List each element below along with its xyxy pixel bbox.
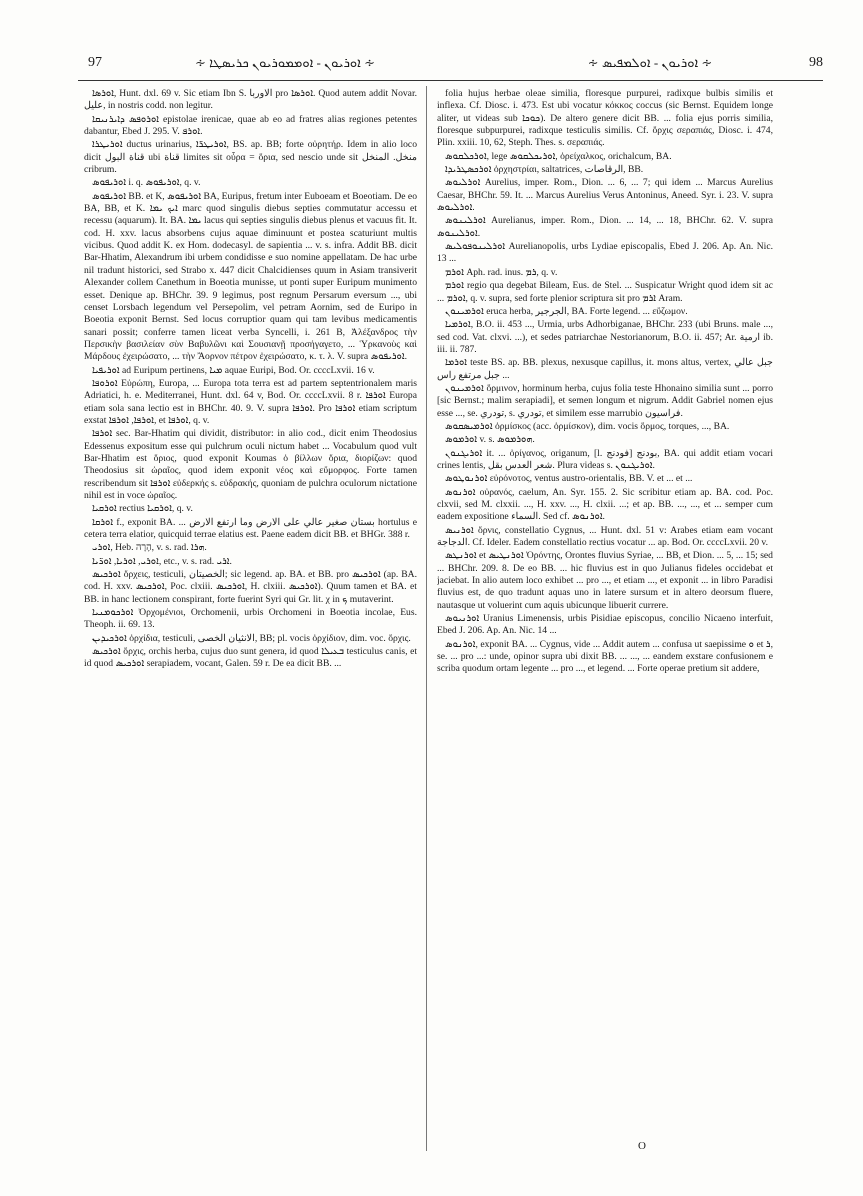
page-number-right: 98 xyxy=(809,55,823,70)
entry: ܐܘܪܟܝܕܝܢ ὀρχίδια, testiculi, ﺍﻻﻧﺜﻴﺎﻥ ﺍﻟﺨﺼﻰ, BB; pl. vocis ὀρχίδιον, dim. voc. ὄρχις. xyxy=(92,632,411,644)
left-column xyxy=(84,88,417,1160)
entry: ܐܘܪܝܛܪܐ ductus urinarius, ܐܘܪܝܛܪ̈ܐ, BS. ap. BB; forte οὐρητήρ. Idem in alio loco dicit ﻗﻨﺎﺓ ﺍﻟﺒﻮﻝ ubi ﻗﻨﺎﺓ limites sit οὖρα = ὅρια, sed nescio unde sit ﻣﻨﺨﻞ. ﺍﻟﻤﻨﺨﻞ cribrum. xyxy=(84,139,417,176)
entry: ܐܘܪܠܝܢܘܦܘܠܝܣ Aurelianopolis, urbs Lydiae episcopalis, Ebed J. 206. Ap. An. Nic. 13 ... xyxy=(437,241,773,265)
entry: ܐܘܪܘܦܐ Εὐρώπη, Europa, ... Europa tota terra est ad partem septentrionalem maris Adriatici, h. e. Mediterranei, Hunt. dxl. 64 v, Bod. Or. ccccLxvii. 8 r. ܐܘܪܦܐ Europa etiam sola sana lectio est in BHChr. 40. 9. V. supra ܐܘܪܦܐ. Pro ܐܘܪܦܐ etiam scriptum exstat ܐܘܪܦܐ, ܐܘܪܦܐ, et ܐܘܪܦܐ, q. v. xyxy=(84,377,417,426)
entry: ܐܘܪܠܝܢܘܣ Aurelianus, imper. Rom., Dion. ... 14, ... 18, BHChr. 62. V. supra ܐܘܪܠܝܢܘܣ. xyxy=(437,215,773,239)
entry: ܐܘܪܟܝܣ ὄρχεις, testiculi, ﺍﻟﺨﺼﻴﺘﺎﻥ; sic legend. ap. BA. et BB. pro ܐܘܪܟܝܣ (ap. BA. cod. H. xxv. ܐܘܪܟܝܣ, Poc. clxiii. ܐܘܪܟܝܣ, H. clxiii. ܐܘܪܟܝܣ). Quum tamen et BA. et BB. in hanc lectionem conspirant, forte fuerint Syri qui Gr. lit. χ in ܟ mutaverint. xyxy=(84,569,417,605)
entry: folia hujus herbae oleae similia, floresque purpurei, radixque bulbis similis et inflexa. Cf. Diosc. i. 473. Est ubi vocatur κόκκος coccus (sic Bernst. Equidem longe aliter, ut videas sub ܟܘܟܐ). De altero genere dicit BB. ... folia ejus porris similia, floresque subpurpurei, radixque testiculis similis. Cf. ὄρχις σεραπιάς, Diosc. i. 474, Plin. xxiii. 10, 62, Steph. Thes. s. σεραπιάς. xyxy=(437,88,773,149)
entry: ܐܘܪܟܣܛܪܝܕܐ ὀρχηστρίαι, saltatrices, ﺍﻟﺮﻗﺎﺻﺎﺕ, BB. xyxy=(445,164,644,176)
entry: ܐܘܪܢܘܣ οὐρανός, caelum, An. Syr. 155. 2. Sic scribitur etiam ap. BA. cod. Poc. clxvii, sed M. clxxii. ..., H. xxv. ..., H. clxii. ...; et ap. BB. ..., ..., et ... semper cum eadem expositione ﺍﻟﺴﻤﺎﺀ. Sed cf. ܐܘܪܢܘܣ. xyxy=(437,486,773,523)
page-number-left: 97 xyxy=(88,55,102,70)
right-column xyxy=(437,88,773,1160)
entry: ܐܘܪܝ, ܐܘܪܝܐ, ܐܘܪ̈ܝܐ, etc., v. s. rad. ܐܪܝ. xyxy=(92,555,232,567)
entry: ܐܘܪܡܘܣ v. s. ܗܘܪܡܘܣ. xyxy=(445,434,535,446)
entry: ܐܘܪܟܘܡܢܝܐ Ὀρχομένιοι, Orchomenii, urbis Orchomeni in Boeotia incolae, Eus. Theoph. ii. 69. 13. xyxy=(84,607,417,631)
entry: ܐܘܪܩܝܐ rectius ܐܘܪܩܝܐ, q. v. xyxy=(92,503,193,515)
entry: ܐܘܪܢܝܣ ὄρνις, constellatio Cygnus, ... Hunt. dxl. 51 v: Arabes etiam eam vocant ﺍﻟﺪﺟﺎﺟﺔ. Cf. Ideler. Eadem constellatio rectius vocatur ... ap. Bod. Or. ccccLxvii. 20 v. xyxy=(437,524,773,549)
entry: ܐܘܪܘܦܣ ܕܐܝܪܢܝܩܐ epistolae irenicae, quae ab eo ad fratres alias regiones petentes dabantur, Ebed J. 295. V. ܐܘܪܦ. xyxy=(84,113,417,138)
entry: ܐܘܪܢܘܣ, exponit BA. ... Cygnus, vide ... Addit autem ... confusa ut saepissime ܘ et ܪ, se. ... pro ...: unde, opinor supra ubi dixit BB. ... ..., ... eandem exstare confusionem e scriba quodum ortam legente ... pro ..., et legend. ... Forte operae pretium sit addere, xyxy=(437,638,773,675)
entry: ܐܘܪܝ, Heb. הָרָה, v. s. rad. ܗܪܐ. xyxy=(92,542,207,554)
entry: ܐܘܪܩܐ f., exponit BA. ... ﺑﺴﺘﺎﻥ ﺻﻐﻴﺮ ﻋﺎﻟﻲ ﻋﻠﻰ ﺍﻻﺭﺽ ﻭﻣﺎ ﺍﺭﺗﻔﻊ ﺍﻻﺭﺽ hortulus e cetera terra elatior, quicquid terrae elatius est. Paene eadem dicit BB. et BHGr. 388 r. xyxy=(84,516,417,541)
entry: ܐܘܪܢܝܘܣ Uranius Limenensis, urbis Pisidiae episcopus, concilio Nicaeno interfuit, Ebed J. 206. Ap. An. Nic. 14 ... xyxy=(437,613,773,637)
header-rule xyxy=(78,80,823,81)
entry: ܐܘܪܣܐ, Hunt. dxl. 69 v. Sic etiam Ibn S. الاوربا pro ܐܘܪܣܐ. Quod autem addit Novar. ﻋﻠﯿﻞ, in nostris codd. non legitur. xyxy=(84,88,417,112)
entry: ܐܘܪܡܝܢܘܢ eruca herba, ﺍﻟﺠﺮﺟﻴﺮ, BA. Forte legend. ... εὔζωμον. xyxy=(445,305,688,317)
entry: ܐܘܪܝܦܝܐ ad Euripum pertinens, ܡܝܐ aquae Euripi, Bod. Or. ccccLxvii. 16 v. xyxy=(92,364,375,376)
running-header xyxy=(40,55,823,77)
entry: ܐܘܪܠܝܘܣ Aurelius, imper. Rom., Dion. ... 6, ... 7; qui idem ... Marcus Aurelius Caesar, BHChr. 59. It. ... Marcus Aurelius Verus Antoninus, Aneed. Syr. i. 23. V. supra ܐܘܪܠܝܘܣ. xyxy=(437,177,773,214)
signature-mark: O xyxy=(638,1140,646,1152)
entry: ܐܘܪܡ Aph. rad. inus. ܪܡ, q. v. xyxy=(445,266,558,278)
entry: ܐܘܪܢܘܛܘܣ εὐρόνοτος, ventus austro-orientalis, BB. V. et ... et ... xyxy=(445,473,693,485)
entry: ܐܘܪܝܦܘܣ i. q. ܐܘܪܝܦܘܣ, q. v. xyxy=(92,177,201,189)
entry: ܐܘܪܟܠܩܘܣ, lege ܐܘܪܝܟܠܩܘܣ, ὀρείχαλκος, orichalcum, BA. xyxy=(445,150,672,162)
entry: ܐܘܪܝܓܢܘܢ it. ... ὀρίγανος, origanum, [l. ﻓﻮﺩﻧﺞ] ﺑﻮﺩﻧﺞ, BA. qui addit etiam vocari crines lentis, ﺷﻌﺮ ﺍﻟﻌﺪﺱ ﺑﻘﻞ. Plura videas s. ܐܘܪܝܓܢܘܢ. xyxy=(437,447,773,471)
running-head-right: ∻ ܐܘܪܝܘܢ - ܐܘܠܡܦܝܣ ∻ xyxy=(587,55,713,70)
entry: ܐܘܪܡܐ teste BS. ap. BB. plexus, nexusque capillus, it. mons altus, vertex, ﺟﺒﻞ ﻋﺎﻟﻲ ﺟﺒﻞ ﻣﺮﺗﻔﻊ ﺭﺍﺱ ... xyxy=(437,357,773,381)
entry: ܐܘܪܟܝܣ ὄρχις, orchis herba, cujus duo sunt genera, id quod ܒܥܝܠܐ testiculus canis, et id quod ܐܘܪܟܝܣ serapiadem, vocant, Galen. 59 r. De ea dicit BB. ... xyxy=(84,646,417,670)
entry: ܐܘܪܡܝܢܘܢ ὅρμινον, horminum herba, cujus folia teste Hhonaino similia sunt ... porro [sic Bernst.; malim serapiadi], et semen longum et nigrum. Addit Gabriel nomen ejus esse ..., se. ﺗﻮﺩﺭﻱ, s. ﺗﻮﺩﺭﻱ, et similem esse marrubio ﻓﺮﺍﺳﻴﻮﻥ. xyxy=(437,382,773,419)
entry: ܐܘܪܡ regio qua degebat Bileam, Eus. de Stel. ... Suspicatur Wright quod idem sit ac ... ܐܘܪܡ, q. v. supra, sed forte plenior scriptura sit pro ܐܪܡ Aram. xyxy=(437,280,773,304)
entry: ܐܘܪܡܝܣܩܘܣ ὁρμίσκος (acc. ὁρμίσκον), dim. vocis ὅρμος, torques, ..., BA. xyxy=(445,420,730,432)
entry: ܐܘܪܢܛܣ et ܐܘܪܢܛܝܣ Ὀρόντης, Orontes fluvius Syriae, ... BB, et Dion. ... 5, ... 15; sed ... BHChr. 209. 8. De eo BB. ... hic fluvius est in quo Julianus fideles occidebat et jaciebat. In alio autem loco exhibet ... pro ..., et etiam ..., et exponit ... in libro Paradisi fluvius est, de quo tradunt aquas uno in latere sursum et in altero deorsum fluere, nautasque ut voluerint cum aquis ubicunque libuerit currere. xyxy=(437,550,773,611)
entry: ܐܘܪܡܝܐ, B.O. ii. 453 ..., Urmia, urbs Adhorbiganae, BHChr. 233 (ubi Bruns. male ..., sed cod. Vat. clxvi. ...), et sedes patriarchae Nestorianorum, B.O. ii. 457; Ar. ﺍﺭﻣﻴﺔ ib. iii. ii. 787. xyxy=(437,319,773,355)
entry: ܐܘܪܦܐ sec. Bar-Hhatim qui dividit, distributor: in alio cod., dicit enim Theodosius Edessenus expositum esse qui pulchrum oculi nictum habet ... Vocabulum quod vult Bar-Hhatim est ὅριος, quod exponit Koumas ὁ βίλλων ὅρια, διορίζων: quod Theodosius sit ὠραῖος, quod idem exponit νέος καὶ εὔμορφος. Forte tamen rescribendum sit ܐܘܪܦܐ εὐδερκής s. εὐδρακής, quoniam de pulchra oculorum nictatione nihil est in voce ὠραῖος. xyxy=(84,428,417,501)
column-divider xyxy=(426,86,427,1151)
entry: ܐܘܪܝܦܘܣ BB. et K, ܐܘܪܝܦܘܣ BA, Euripus, fretum inter Euboeam et Boeotiam. De eo BA, BB, et K. ܐܝܟ ܝܡܐ marc quod singulis diebus septies commutatur accessu et recessu (aquarum). It. BA. ܝܡܐ lacus qui septies singulis diebus plenus et vacuus fit. It. cod. H. xxv. lacus absorbens cujus aquae diminuunt et postea scaturiunt multis vicibus. Quod addit K. ex Hom. dodecasyl. de sapientia ... v. s. infra. Addit BB. dicit Bar-Hhatim, Alexandrum ibi urbem condidisse e suo nomine appellatam. De hac urbe nil tradunt historici, sed Strabo x. 447 dicit Chalcidienses quum in Asiam transiverit Alexander collem Canethum in Boeotia munisse, ut ponti super Euripum munimento esset. Denique ap. BHChr. 39. 9 legimus, post regnum Persarum eversum ..., ubi censet Lorsbach legendum vel Persepolim, vel petram Aornim, sed de Euripo in Boeotia exponit Bernst. Sed locus corruptior quam qui tam levibus medicamentis sanari possit; conferre tamen liceat verba Syncelli, i. 261 B, Ἀλέξανδρος τὴν Περσικὴν βασιλείαν σὺν Βαβυλῶνι καὶ Σουσιανῇ προσήγαγετο, ... Ὑρκανοὺς καὶ Μάρδους ἐχειρώσατο, ... τὴν Ἄορνον πέτρον ἐχειρώσατο, κ. τ. λ. V. supra ܐܘܪܝܦܘܣ. xyxy=(84,190,417,363)
running-head-left: ∻ ܐܘܪܝܘܢ - ܐܘܡܡܘܪܝܘܢ ܟܪܝܣܛܐ ∻ xyxy=(195,55,375,70)
